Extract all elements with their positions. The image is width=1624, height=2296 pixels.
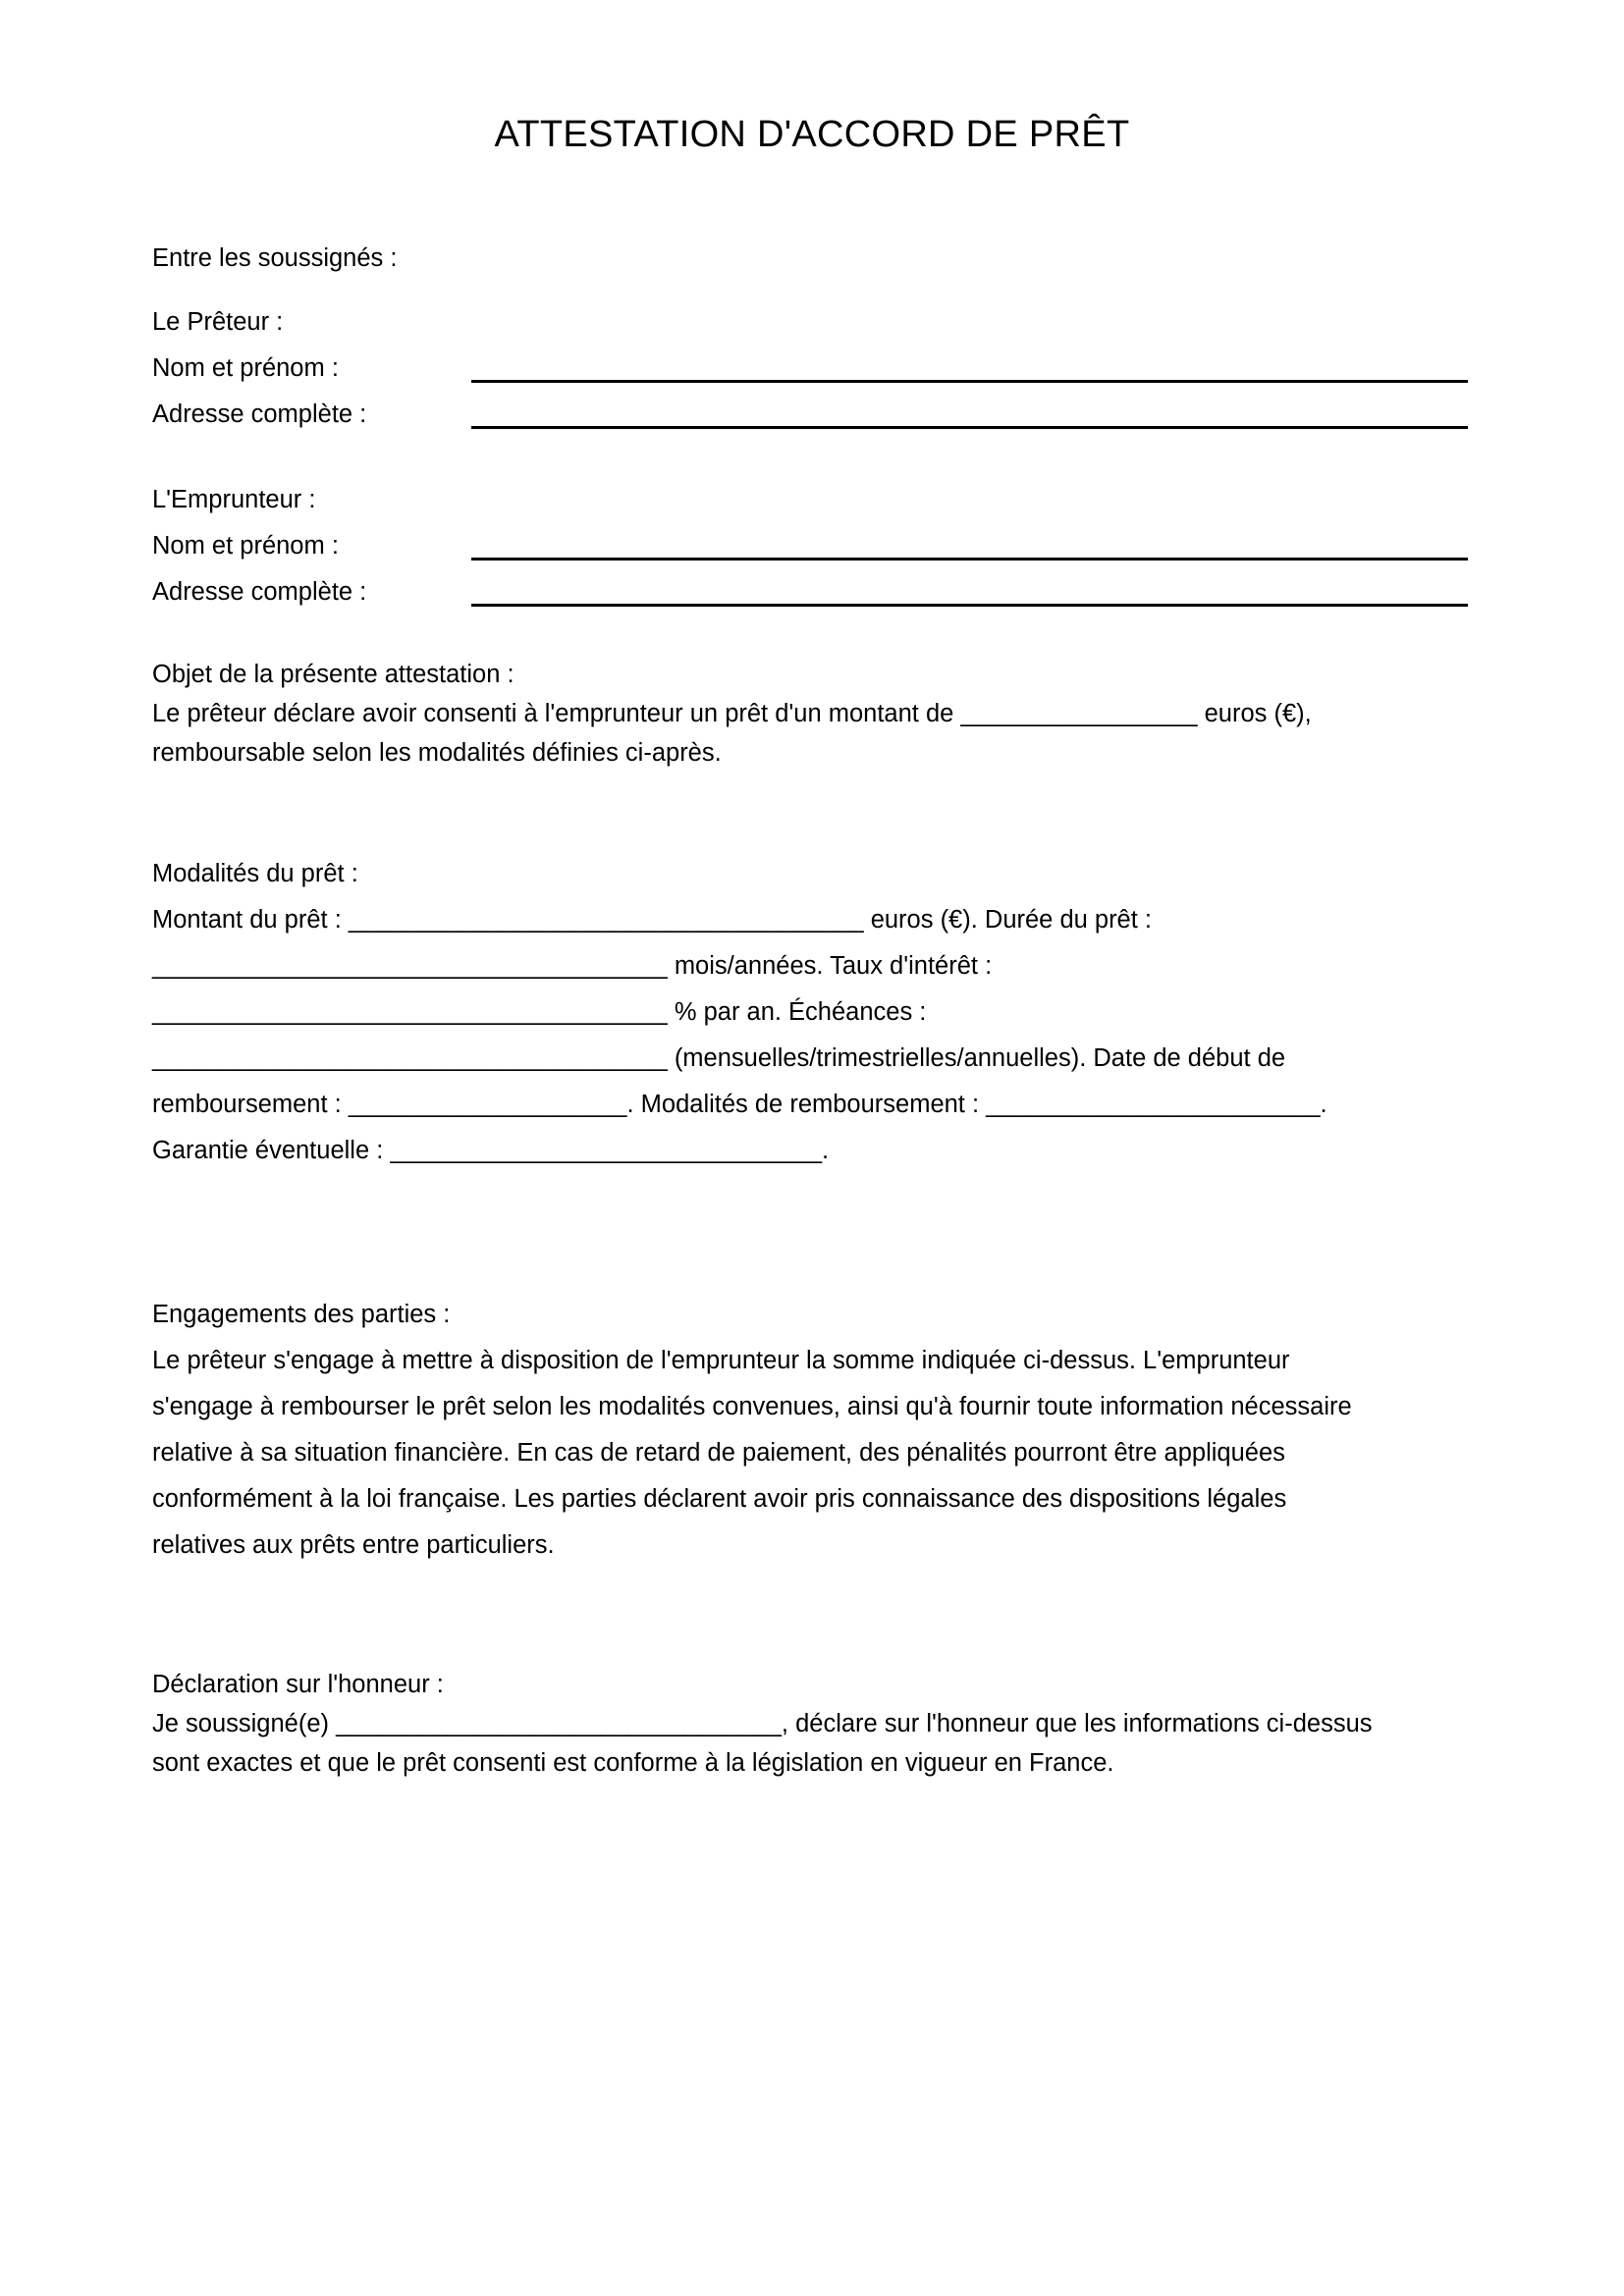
lender-name-row xyxy=(152,346,1468,392)
declaration-heading: Déclaration sur l'honneur : xyxy=(152,1671,444,1698)
lender-address-input-rule[interactable] xyxy=(471,426,1468,429)
soussigne-blank[interactable]: ________________________________ xyxy=(336,1710,782,1737)
spacer xyxy=(152,1253,1468,1292)
declaration-line-1 xyxy=(152,1704,1468,1743)
echeances-blank[interactable]: _____________________________________ xyxy=(152,1044,668,1072)
engagements-paragraph-line-2: s'engage à rembourser le prêt selon les modalités convenues, ainsi qu'à fournir toute information nécessaire xyxy=(152,1393,1352,1420)
lender-address-row xyxy=(152,392,1468,438)
modalites-remboursement-label: . Modalités de remboursement : xyxy=(626,1091,987,1118)
engagements-paragraph-line-4: conformément à la loi française. Les parties déclarent avoir pris connaissance des dispositions légales xyxy=(152,1485,1287,1513)
modalites-line-2 xyxy=(152,943,1468,989)
intro-line: Entre les soussignés : xyxy=(152,244,398,272)
modalites-line-5-end: . xyxy=(1320,1091,1327,1118)
spacer xyxy=(152,438,1468,477)
taux-blank[interactable]: _____________________________________ xyxy=(152,998,668,1026)
objet-heading: Objet de la présente attestation : xyxy=(152,661,514,688)
borrower-name-input-rule[interactable] xyxy=(471,558,1468,561)
document-body xyxy=(152,236,1468,1783)
duree-blank[interactable]: _____________________________________ xyxy=(152,952,668,980)
spacer xyxy=(152,1174,1468,1253)
garantie-blank[interactable]: _______________________________ xyxy=(390,1137,823,1164)
objet-text-b: euros (€), xyxy=(1197,700,1312,727)
remboursement-label: remboursement : xyxy=(152,1091,349,1118)
borrower-name-row xyxy=(152,523,1468,569)
spacer xyxy=(152,1647,1468,1665)
objet-line-1 xyxy=(152,694,1468,733)
modalites-heading: Modalités du prêt : xyxy=(152,860,358,887)
modalites-line-6 xyxy=(152,1128,1468,1174)
engagements-paragraph-line-3: relative à sa situation financière. En cas de retard de paiement, des pénalités pourront être appliquées xyxy=(152,1439,1285,1467)
objet-line-2: remboursable selon les modalités définies ci-après. xyxy=(152,739,722,767)
duree-label: euros (€). Durée du prêt : xyxy=(863,906,1152,934)
modalites-line-1 xyxy=(152,897,1468,943)
date-debut-label: (mensuelles/trimestrielles/annuelles). Date de début de xyxy=(667,1044,1286,1072)
garantie-label: Garantie éventuelle : xyxy=(152,1137,391,1164)
modalites-line-5 xyxy=(152,1082,1468,1128)
objet-amount-blank[interactable]: _________________ xyxy=(960,700,1198,727)
declaration-text-b: , déclare sur l'honneur que les informations ci-dessus xyxy=(781,1710,1373,1737)
modalites-line-4 xyxy=(152,1036,1468,1082)
borrower-address-row xyxy=(152,569,1468,615)
objet-text-a: Le prêteur déclare avoir consenti à l'emprunteur un prêt d'un montant de xyxy=(152,700,961,727)
modalites-line-3 xyxy=(152,989,1468,1036)
lender-address-label: Adresse complète : xyxy=(152,400,367,428)
montant-label: Montant du prêt : xyxy=(152,906,349,934)
lender-name-input-rule[interactable] xyxy=(471,380,1468,383)
echeances-label: % par an. Échéances : xyxy=(667,998,927,1026)
lender-name-label: Nom et prénom : xyxy=(152,354,339,382)
soussigne-label: Je soussigné(e) xyxy=(152,1710,337,1737)
spacer xyxy=(152,1569,1468,1647)
date-debut-blank[interactable]: ____________________ xyxy=(348,1091,627,1118)
declaration-line-2: sont exactes et que le prêt consenti est conforme à la législation en vigueur en France. xyxy=(152,1749,1114,1777)
engagements-heading: Engagements des parties : xyxy=(152,1301,451,1328)
borrower-address-label: Adresse complète : xyxy=(152,578,367,606)
page-title: ATTESTATION D'ACCORD DE PRÊT xyxy=(494,114,1130,155)
engagements-paragraph-line-1: Le prêteur s'engage à mettre à disposition de l'emprunteur la somme indiquée ci-dessus. L'emprunteur xyxy=(152,1347,1290,1374)
spacer xyxy=(152,615,1468,655)
borrower-heading: L'Emprunteur : xyxy=(152,486,316,513)
spacer xyxy=(152,773,1468,851)
modalites-line-6-end: . xyxy=(822,1137,830,1164)
engagements-paragraph-line-5: relatives aux prêts entre particuliers. xyxy=(152,1531,555,1559)
borrower-name-label: Nom et prénom : xyxy=(152,532,339,560)
lender-heading: Le Prêteur : xyxy=(152,308,284,336)
taux-label: mois/années. Taux d'intérêt : xyxy=(667,952,993,980)
borrower-address-input-rule[interactable] xyxy=(471,604,1468,607)
spacer xyxy=(152,282,1468,299)
modalites-remboursement-blank[interactable]: ________________________ xyxy=(986,1091,1321,1118)
montant-blank[interactable]: _____________________________________ xyxy=(348,906,864,934)
